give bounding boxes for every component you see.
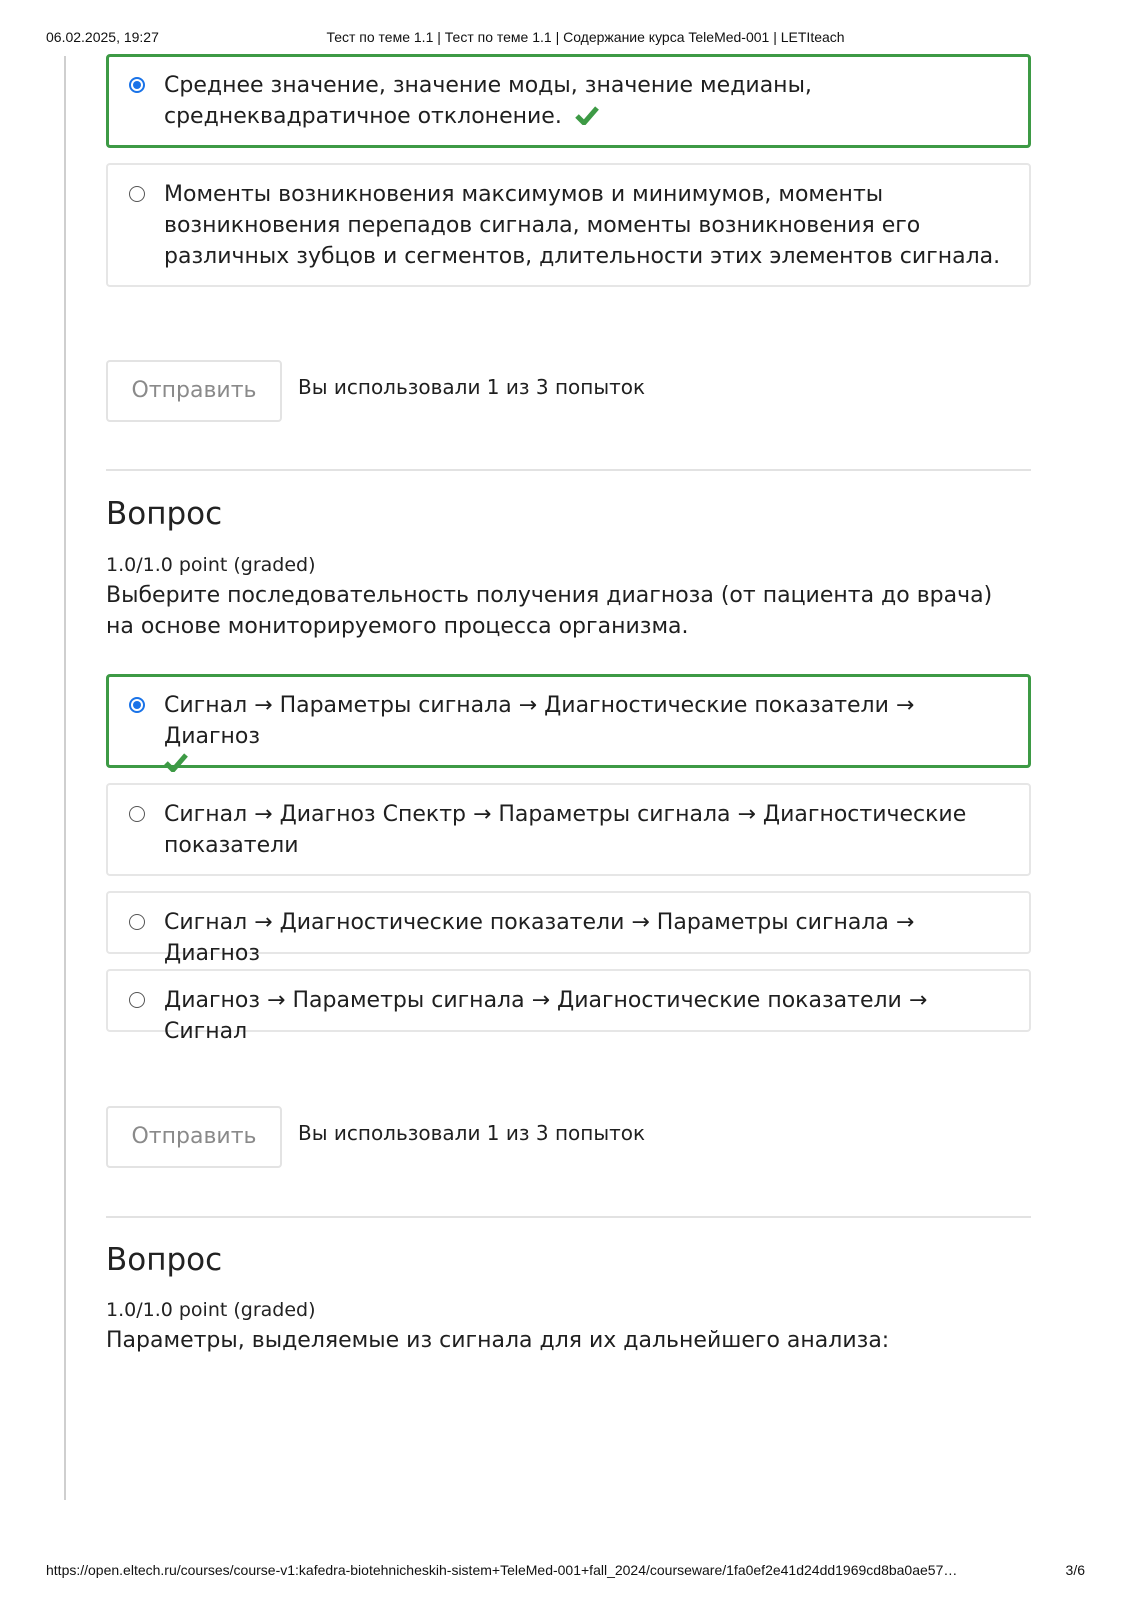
answer-option[interactable] bbox=[106, 783, 1031, 876]
answer-option[interactable] bbox=[106, 969, 1031, 1044]
print-header bbox=[46, 29, 1085, 49]
answer-option[interactable] bbox=[106, 163, 1031, 287]
answer-option-label: Сигнал → Диагностические показатели → Параметры сигнала → Диагноз bbox=[164, 910, 915, 966]
question-divider bbox=[106, 1216, 1031, 1218]
radio-unselected[interactable] bbox=[129, 992, 145, 1008]
question-text: Параметры, выделяемые из сигнала для их дальнейшего анализа: bbox=[106, 1328, 890, 1353]
answer-option-correct[interactable] bbox=[106, 674, 1031, 768]
print-footer bbox=[46, 1562, 1085, 1582]
answer-option-label: Среднее значение, значение моды, значение медианы, среднеквадратичное отклонение. bbox=[164, 73, 812, 129]
attempts-counter: Вы использовали 1 из 3 попыток bbox=[298, 1121, 646, 1145]
submit-button[interactable]: Отправить bbox=[106, 1106, 282, 1168]
print-url: https://open.eltech.ru/courses/course-v1:kafedra-biotehnicheskih-sistem+TeleMed-001+fall_2024/courseware/1fa0ef2e41d24dd1969cd8ba0ae57… bbox=[46, 1562, 958, 1578]
answer-option-correct[interactable] bbox=[106, 54, 1031, 148]
radio-selected[interactable] bbox=[129, 77, 145, 93]
question-title: Вопрос bbox=[106, 1242, 223, 1278]
radio-selected[interactable] bbox=[129, 697, 145, 713]
radio-unselected[interactable] bbox=[129, 806, 145, 822]
answer-option-label: Моменты возникновения максимумов и минимумов, моменты возникновения перепадов сигнала, моменты возникновения его различных зубцов и сегментов, длительности этих элементов сигнала. bbox=[164, 182, 1001, 269]
answer-option-label: Диагноз → Параметры сигнала → Диагностические показатели → Сигнал bbox=[164, 988, 928, 1044]
checkmark-icon bbox=[575, 105, 599, 125]
question-title: Вопрос bbox=[106, 496, 223, 532]
answer-option-label: Сигнал → Диагноз Спектр → Параметры сигнала → Диагностические показатели bbox=[164, 802, 967, 858]
radio-unselected[interactable] bbox=[129, 186, 145, 202]
question-text: Выберите последовательность получения диагноза (от пациента до врача) на основе мониторируемого процесса организма. bbox=[106, 583, 993, 639]
answer-option-label: Сигнал → Параметры сигнала → Диагностические показатели → Диагноз bbox=[164, 693, 915, 749]
question-points: 1.0/1.0 point (graded) bbox=[106, 1299, 316, 1321]
submit-button[interactable]: Отправить bbox=[106, 360, 282, 422]
answer-option[interactable] bbox=[106, 891, 1031, 966]
question-divider bbox=[106, 469, 1031, 471]
question-points: 1.0/1.0 point (graded) bbox=[106, 554, 316, 576]
print-page-number: 3/6 bbox=[1065, 1562, 1085, 1578]
checkmark-icon bbox=[164, 752, 188, 772]
print-datetime: 06.02.2025, 19:27 bbox=[46, 29, 159, 45]
print-page-title: Тест по теме 1.1 | Тест по теме 1.1 | Содержание курса TeleMed-001 | LETIteach bbox=[326, 29, 845, 45]
radio-unselected[interactable] bbox=[129, 914, 145, 930]
attempts-counter: Вы использовали 1 из 3 попыток bbox=[298, 375, 646, 399]
content-left-rule bbox=[64, 56, 66, 1500]
